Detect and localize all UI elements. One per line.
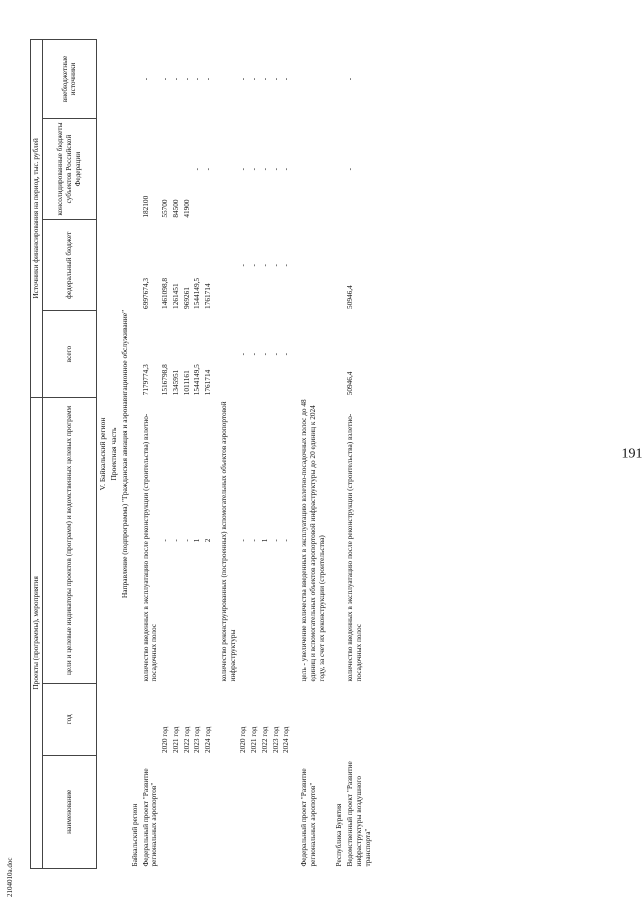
row-year: 2024 год xyxy=(203,726,212,754)
row-extra: - xyxy=(270,77,280,81)
row-regional: 182100 xyxy=(140,195,150,218)
row-extra: - xyxy=(160,77,169,81)
row-regional: - xyxy=(238,167,248,171)
row-regional: - xyxy=(270,167,280,171)
row-regional: 41900 xyxy=(181,199,191,218)
row-goal: - xyxy=(181,539,191,542)
row-regional: - xyxy=(192,167,202,171)
row-fed: - xyxy=(249,264,258,267)
row-extra: - xyxy=(345,77,354,81)
row-extra: - xyxy=(259,77,269,81)
row-regional: 84500 xyxy=(170,199,180,218)
row-fed: - xyxy=(259,264,269,267)
header-name: наименование xyxy=(42,755,96,868)
row-fed: 969261 xyxy=(181,287,191,309)
row-fed: - xyxy=(270,264,280,267)
section-direction: Направление (подпрограмма) "Гражданская авиация и аэронавигационное обслуживание" xyxy=(119,309,129,599)
table-row xyxy=(238,40,249,869)
row-fed: 1461098,8 xyxy=(160,277,169,309)
row-total: 1761714 xyxy=(203,369,212,396)
header-group-sources: Источники финансирования на период, тыс. рублей xyxy=(31,40,43,398)
row-fed: - xyxy=(238,264,248,267)
row-goal: цель - увеличение количества введенных в эксплуатацию взлетно-посадочных полос до 48 единиц и вспомогательных объектов аэропортовой инфраструктуры до 20 единиц к 2024 году, за счет их реконструкции (строительства) xyxy=(299,399,326,682)
row-year: 2020 год xyxy=(238,726,248,754)
table-row xyxy=(160,40,171,869)
row-goal: 2 xyxy=(203,538,212,543)
footer-filename: 2104010a.doc xyxy=(6,857,14,897)
row-fed: 1761714 xyxy=(203,283,212,309)
row-name: Байкальский регион xyxy=(129,803,139,867)
row-total: - xyxy=(259,352,269,356)
row-fed: 1544149,5 xyxy=(192,277,202,309)
header-total: всего xyxy=(42,311,96,397)
table-row xyxy=(171,40,182,869)
row-total: - xyxy=(281,352,291,356)
row-regional: - xyxy=(203,167,212,171)
row-name: Федеральный проект "Развитие региональных аэропортов" xyxy=(299,768,317,867)
row-regional: - xyxy=(345,167,354,171)
row-year: 2021 год xyxy=(170,726,180,754)
row-extra: - xyxy=(192,77,202,81)
financing-table xyxy=(30,39,373,869)
table-row xyxy=(327,40,345,869)
row-regional: - xyxy=(259,167,269,171)
header-fed: федеральный бюджет xyxy=(42,220,96,311)
row-total: 1544149,5 xyxy=(192,364,202,396)
row-extra: - xyxy=(140,77,150,81)
row-goal: - xyxy=(270,539,280,542)
row-regional: - xyxy=(249,167,258,171)
row-total: 50946,4 xyxy=(345,371,354,396)
row-name: Ведомственный проект "Развитие инфраструктуры воздушного транспорта" xyxy=(345,761,372,867)
row-total: - xyxy=(249,352,258,356)
row-extra: - xyxy=(203,77,212,81)
row-fed: 6997674,3 xyxy=(140,277,150,309)
row-total: 7179774,3 xyxy=(140,364,150,396)
header-extra: внебюджетные источники xyxy=(42,40,96,119)
row-extra: - xyxy=(170,77,180,81)
table-row xyxy=(345,40,373,869)
row-year: 2022 год xyxy=(181,726,191,754)
row-goal: - xyxy=(170,539,180,542)
section-part: Проектная часть xyxy=(108,427,118,481)
row-goal: - xyxy=(160,539,169,542)
row-year: 2021 год xyxy=(249,726,258,754)
header-regional: консолидированные бюджеты субъектов Российской Федерации xyxy=(42,119,96,220)
row-total: 1011161 xyxy=(181,370,191,396)
row-regional: - xyxy=(281,167,291,171)
header-group-projects: Проекты (программы), мероприятия xyxy=(31,397,43,868)
table-row xyxy=(214,40,239,869)
row-extra: - xyxy=(249,77,258,81)
section-region: V. Байкальский регион xyxy=(97,417,107,491)
table-row xyxy=(182,40,193,869)
table-row xyxy=(292,40,327,869)
row-total: 1516798,8 xyxy=(160,364,169,396)
row-year: 2022 год xyxy=(259,726,269,754)
row-year: 2020 год xyxy=(160,726,169,754)
row-goal: - xyxy=(249,539,258,542)
table-row xyxy=(260,40,271,869)
table-row xyxy=(271,40,282,869)
row-goal: 1 xyxy=(259,538,269,543)
row-extra: - xyxy=(181,77,191,81)
row-extra: - xyxy=(238,77,248,81)
table-row xyxy=(281,40,292,869)
page-number: 191 xyxy=(621,446,643,462)
table-row xyxy=(141,40,161,869)
row-fed: 1261451 xyxy=(170,283,180,309)
header-goal: цели и целевые индикаторы проектов (программ) и ведомственных целевых программ xyxy=(42,397,96,683)
row-regional: 55700 xyxy=(160,199,169,218)
row-fed: 50946,4 xyxy=(345,285,354,309)
row-year: 2024 год xyxy=(281,726,291,754)
row-total: - xyxy=(270,352,280,356)
row-goal: - xyxy=(238,539,248,542)
table-row xyxy=(249,40,260,869)
header-year: год xyxy=(42,683,96,755)
row-goal: количество введенных в эксплуатацию после реконструкции (строительства) взлетно-посадочных полос xyxy=(140,413,159,682)
row-goal: количество реконструированных (построенных) вспомогательных объектов аэропортовой инфраструктуры xyxy=(218,401,237,682)
row-total: 1345951 xyxy=(170,369,180,396)
row-year: 2023 год xyxy=(192,726,202,754)
table-row xyxy=(130,40,141,869)
row-goal: 1 xyxy=(192,538,202,543)
row-name: Республика Бурятия xyxy=(334,803,344,867)
row-total: - xyxy=(238,352,248,356)
row-extra: - xyxy=(281,77,291,81)
row-goal: количество введенных в эксплуатацию после реконструкции (строительства) взлетно-посадочных полос xyxy=(345,413,363,682)
row-name: Федеральный проект "Развитие региональных аэропортов" xyxy=(140,768,159,867)
table-row xyxy=(203,40,214,869)
row-goal: - xyxy=(281,539,291,542)
row-year: 2023 год xyxy=(270,726,280,754)
table-row xyxy=(192,40,203,869)
row-fed: - xyxy=(281,264,291,267)
